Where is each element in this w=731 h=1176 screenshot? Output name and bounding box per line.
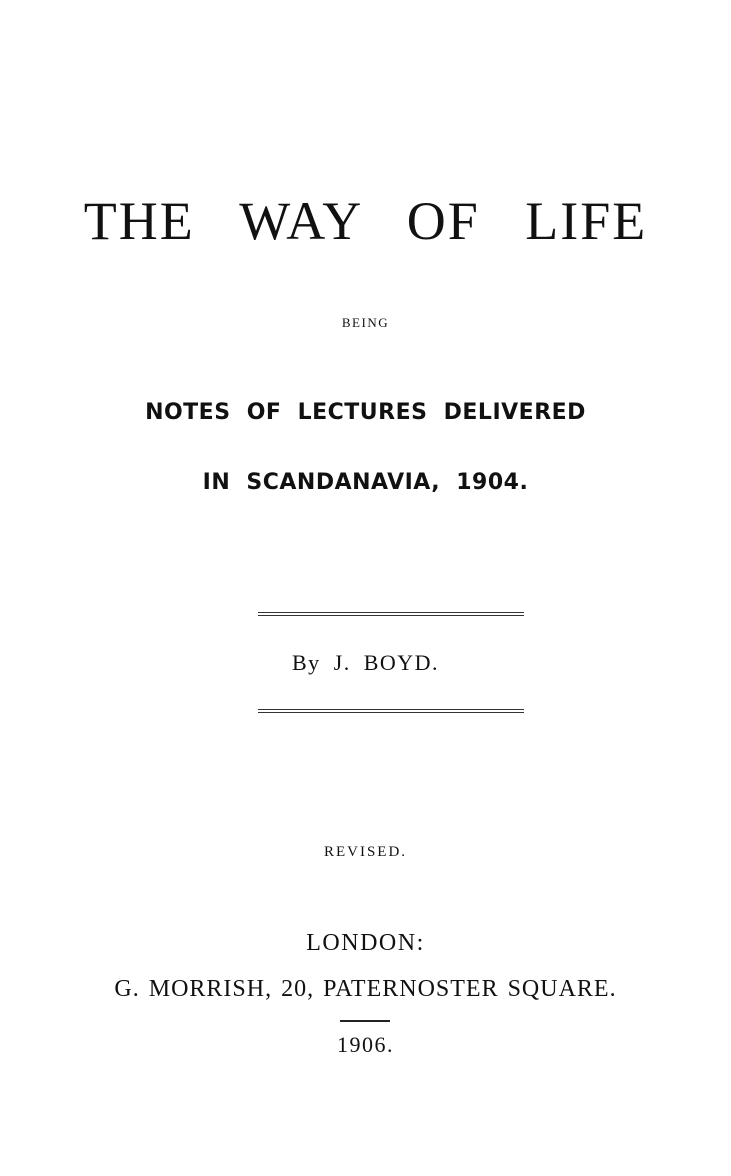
book-title: THE WAY OF LIFE <box>83 191 648 251</box>
imprint-publisher: G. MORRISH, 20, PATERNOSTER SQUARE. <box>114 976 617 1002</box>
top-double-rule <box>258 612 524 616</box>
imprint-city: LONDON: <box>306 930 425 956</box>
imprint-year: 1906. <box>337 1032 394 1057</box>
being-label: BEING <box>341 315 390 330</box>
subtitle-line-1: NOTES OF LECTURES DELIVERED <box>145 400 586 425</box>
author-line: By J. BOYD. <box>291 650 440 675</box>
year-rule <box>340 1020 390 1022</box>
bottom-double-rule <box>258 709 524 713</box>
edition-label: REVISED. <box>323 844 408 860</box>
subtitle-line-2: IN SCANDANAVIA, 1904. <box>202 470 529 495</box>
